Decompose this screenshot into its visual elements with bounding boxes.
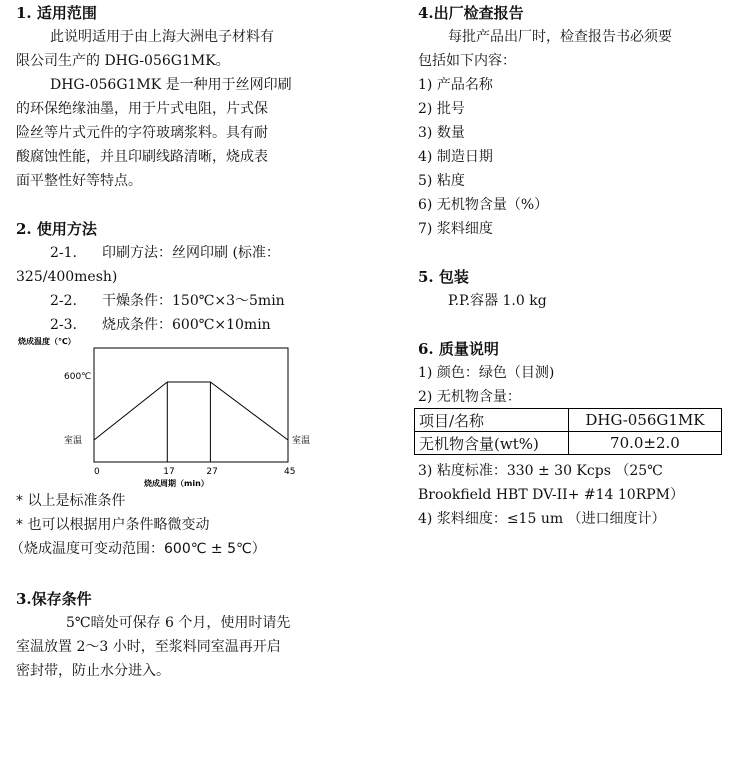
section-4-title: 4.出厂检查报告 <box>418 4 524 22</box>
quality-table <box>414 408 722 455</box>
s1-para2-line5: 面平整性好等特点。 <box>16 173 142 189</box>
step-2-1-continuation: 325/400mesh) <box>16 269 118 285</box>
s3-line1: 5℃暗处可保存 6 个月，使用时请先 <box>66 615 291 631</box>
x-tick-label: 45 <box>284 467 296 477</box>
step-2-1-text: 印刷方法：丝网印刷 (标准： <box>102 245 280 261</box>
quality-color: 1) 颜色：绿色（目测) <box>418 365 555 381</box>
section-1-title: 1. 适用范围 <box>16 4 97 22</box>
s1-para2-line2: 的环保绝缘油墨，用于片式电阻，片式保 <box>16 101 268 117</box>
firing-profile-line <box>94 382 288 440</box>
table-header-item: 项目/名称 <box>415 409 569 432</box>
s4-line1: 每批产品出厂时，检查报告书必须要 <box>448 29 672 45</box>
step-2-3-text: 烧成条件：600℃×10min <box>102 317 271 333</box>
s1-para1-line2: 限公司生产的 DHG-056G1MK。 <box>16 53 230 69</box>
firing-profile-svg <box>16 332 316 492</box>
packaging-text: P.P.容器 1.0 kg <box>448 293 547 309</box>
s3-line2: 室温放置 2～3 小时，至浆料同室温再开启 <box>16 639 281 655</box>
note-firing-range: （烧成温度可变动范围：600℃ ± 5℃） <box>10 541 266 557</box>
quality-viscosity-line1: 3) 粘度标准：330 ± 30 Kcps （25℃ <box>418 463 663 479</box>
right-room-temp-label: 室温 <box>292 436 311 446</box>
report-item: 5) 粘度 <box>418 173 465 189</box>
quality-inorganic: 2) 无机物含量： <box>418 389 521 405</box>
table-cell-inorganic-label: 无机物含量(wt%) <box>415 432 569 455</box>
report-item: 2) 批号 <box>418 101 465 117</box>
step-2-2-number: 2-2. <box>50 293 77 309</box>
table-header-product: DHG-056G1MK <box>568 409 721 432</box>
s3-line3: 密封带，防止水分进入。 <box>16 663 170 679</box>
chart-x-axis-label: 烧成周期（min） <box>144 479 209 488</box>
report-item: 6) 无机物含量（%） <box>418 197 549 213</box>
step-2-2-text: 干燥条件：150℃×3～5min <box>102 293 285 309</box>
quality-fineness: 4) 浆料细度：≤15 um （进口细度计） <box>418 511 666 527</box>
table-cell-inorganic-value: 70.0±2.0 <box>568 432 721 455</box>
section-3-title: 3.保存条件 <box>16 590 92 608</box>
s1-para2-line4: 酸腐蚀性能，并且印刷线路清晰，烧成表 <box>16 149 268 165</box>
table-row <box>415 432 722 455</box>
y-tick-600: 600℃ <box>64 372 92 382</box>
x-tick-label: 27 <box>206 467 218 477</box>
chart-y-axis-label: 烧成温度（℃） <box>18 337 76 346</box>
table-row <box>415 409 722 432</box>
x-tick-label: 0 <box>94 467 100 477</box>
section-2-title: 2. 使用方法 <box>16 220 97 238</box>
s1-para2-line3: 险丝等片式元件的字符玻璃浆料。具有耐 <box>16 125 268 141</box>
s1-para2-line1: DHG-056G1MK 是一种用于丝网印刷 <box>50 77 292 93</box>
section-5-title: 5. 包装 <box>418 268 469 286</box>
chart-frame <box>94 348 288 462</box>
report-item: 3) 数量 <box>418 125 465 141</box>
y-tick-room-temp: 室温 <box>64 436 83 446</box>
firing-profile-chart <box>16 332 316 492</box>
report-item: 7) 浆料细度 <box>418 221 493 237</box>
report-item: 4) 制造日期 <box>418 149 493 165</box>
note-adjustable: * 也可以根据用户条件略微变动 <box>16 517 210 533</box>
note-standard-conditions: * 以上是标准条件 <box>16 493 126 509</box>
report-item: 1) 产品名称 <box>418 77 493 93</box>
s1-para1-line1: 此说明适用于由上海大洲电子材料有 <box>50 29 274 45</box>
x-tick-label: 17 <box>163 467 175 477</box>
step-2-3-number: 2-3. <box>50 317 77 333</box>
section-6-title: 6. 质量说明 <box>418 340 499 358</box>
step-2-1-number: 2-1. <box>50 245 77 261</box>
s4-line2: 包括如下内容： <box>418 53 516 69</box>
quality-viscosity-line2: Brookfield HBT DV-II+ #14 10RPM） <box>418 487 684 503</box>
